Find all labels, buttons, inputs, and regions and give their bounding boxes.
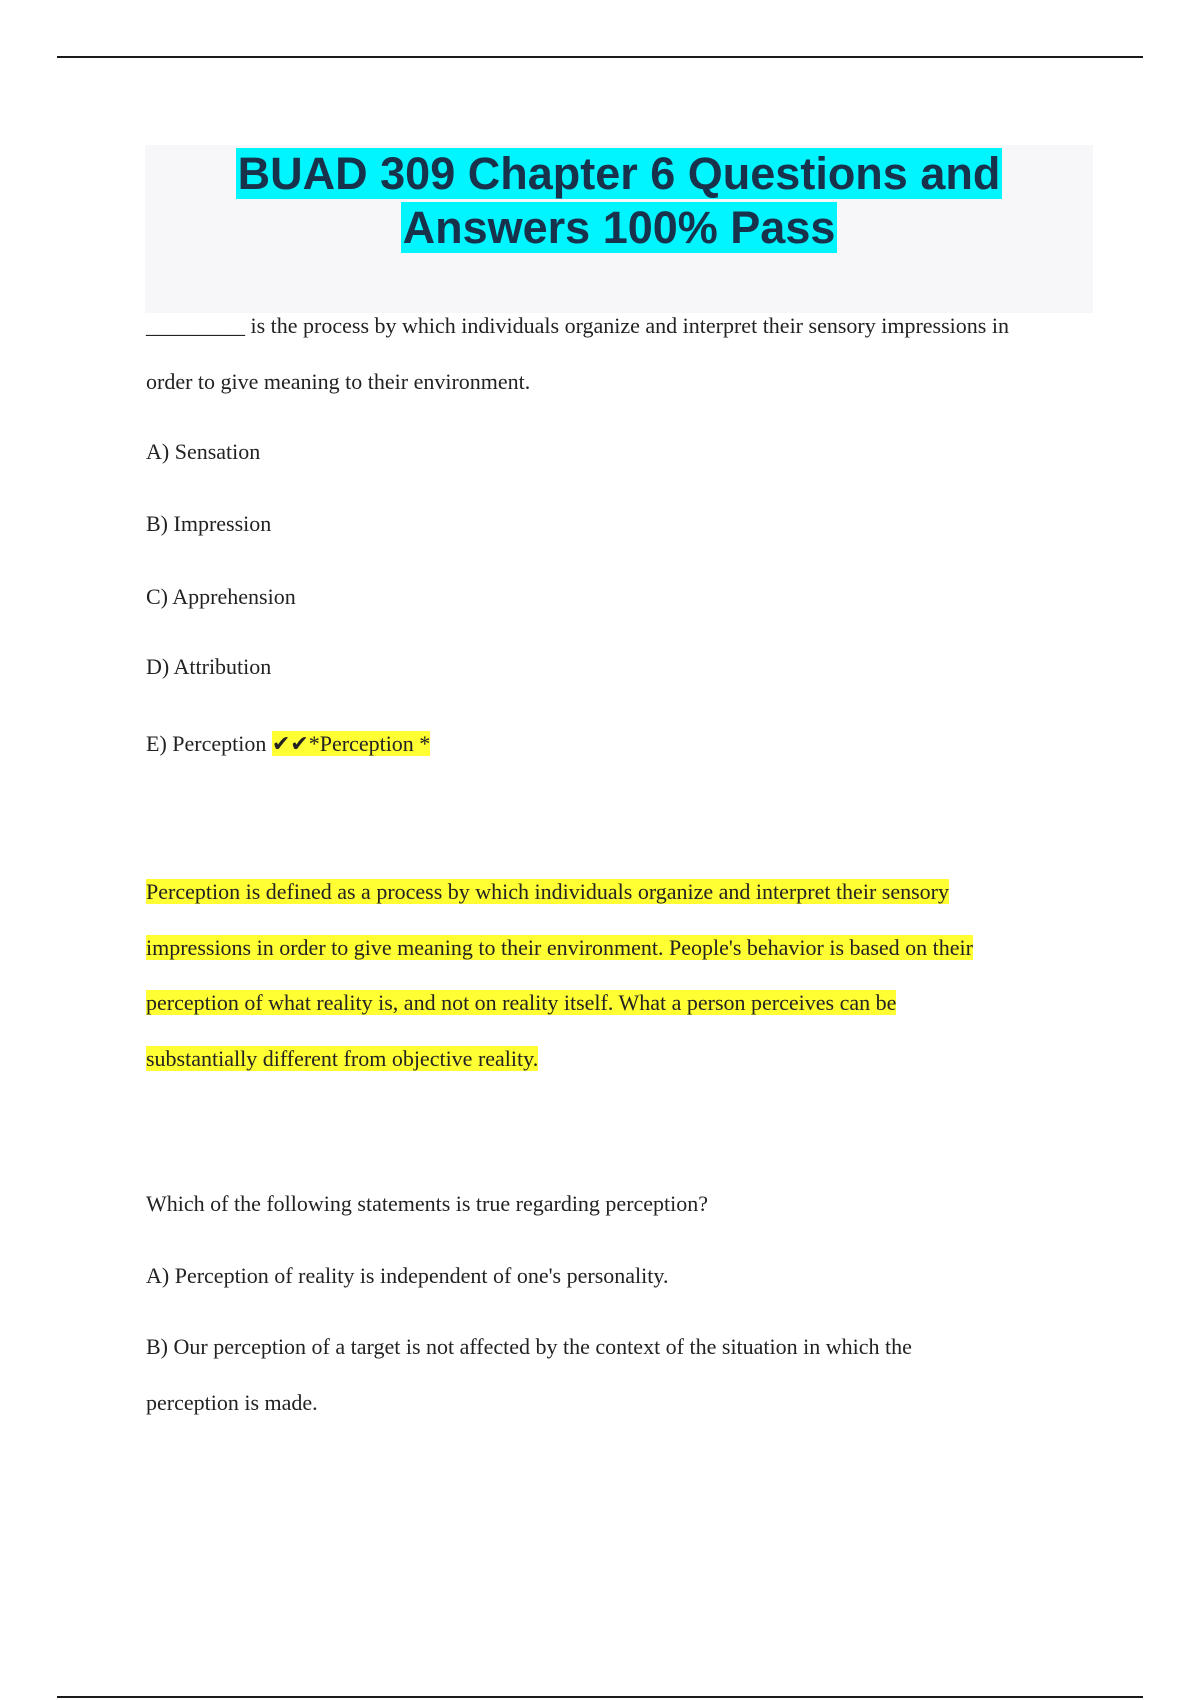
top-rule <box>57 56 1143 58</box>
q1-option-c: C) Apprehension <box>146 584 296 609</box>
q1-explanation-line-2: impressions in order to give meaning to their environment. People's behavior is based on their <box>146 935 973 960</box>
q1-option-d: D) Attribution <box>146 654 272 679</box>
q1-blank: _________ <box>146 313 245 338</box>
q1-line-1 <box>146 312 1096 340</box>
title-line-2: Answers 100% Pass <box>402 202 836 253</box>
q1-option-e <box>146 730 430 758</box>
q2-option-b: B) Our perception of a target is not affected by the context of the situation in which the <box>146 1334 912 1359</box>
q1-option-a: A) Sensation <box>146 439 261 464</box>
q1-explanation-line-1: Perception is defined as a process by which individuals organize and interpret their sensory <box>146 879 949 904</box>
document-title <box>145 147 1093 255</box>
q1-line-1-text: is the process by which individuals organize and interpret their sensory impressions in <box>245 313 1009 338</box>
q2-option-a: A) Perception of reality is independent of one's personality. <box>146 1263 669 1288</box>
q1-option-e-text: E) Perception <box>146 731 267 756</box>
q2-option-b-cont: perception is made. <box>146 1390 318 1415</box>
q1-answer-highlight: ✔✔*Perception * <box>271 731 431 756</box>
q2-question: Which of the following statements is true regarding perception? <box>146 1191 709 1216</box>
bottom-rule <box>57 1696 1143 1698</box>
q1-explanation-line-4: substantially different from objective reality. <box>146 1046 539 1071</box>
title-line-1: BUAD 309 Chapter 6 Questions and <box>237 148 1001 199</box>
q1-option-b: B) Impression <box>146 511 272 536</box>
q1-line-2: order to give meaning to their environment. <box>146 369 531 394</box>
q1-explanation-line-3: perception of what reality is, and not on reality itself. What a person perceives can be <box>146 990 897 1015</box>
